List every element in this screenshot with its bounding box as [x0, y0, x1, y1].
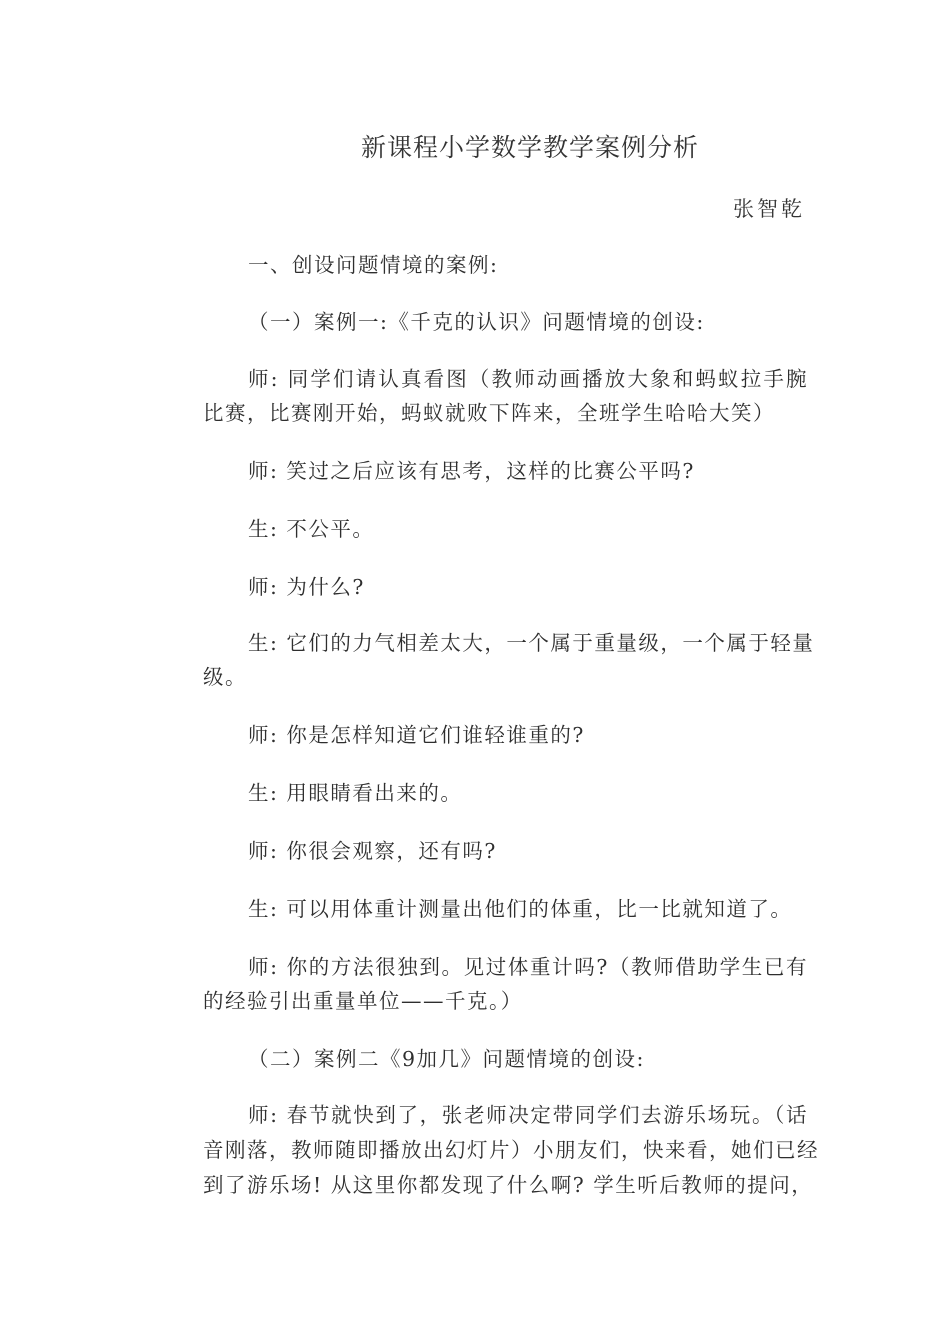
paragraph-line: 生: 它们的力气相差太大，一个属于重量级，一个属于轻量 — [248, 631, 815, 655]
paragraph-line: 师: 你的方法很独到。见过体重计吗?（教师借助学生已有 — [248, 955, 808, 979]
paragraph-line: 师: 同学们请认真看图（教师动画播放大象和蚂蚁拉手腕 — [248, 367, 808, 391]
paragraph-line: 师: 春节就快到了，张老师决定带同学们去游乐场玩。（话 — [248, 1103, 808, 1127]
paragraph-line: 的经验引出重量单位——千克。） — [203, 989, 523, 1013]
paragraph-line: 师: 你很会观察，还有吗? — [248, 839, 497, 863]
paragraph-line: 师: 你是怎样知道它们谁轻谁重的? — [248, 723, 585, 747]
paragraph-line: 师: 笑过之后应该有思考，这样的比赛公平吗? — [248, 459, 695, 483]
document-title: 新课程小学数学教学案例分析 — [360, 133, 699, 162]
paragraph-line: 音刚落，教师随即播放出幻灯片）小朋友们，快来看，她们已经 — [203, 1138, 819, 1162]
author-name: 张智乾 — [733, 197, 805, 221]
case-heading: （二）案例二《9加几》问题情境的创设: — [248, 1047, 645, 1071]
paragraph-line: 比赛，比赛刚开始，蚂蚁就败下阵来，全班学生哈哈大笑） — [203, 401, 775, 425]
paragraph-line: 师: 为什么? — [248, 575, 365, 599]
paragraph-line: 生: 用眼睛看出来的。 — [248, 781, 463, 805]
paragraph-line: 级。 — [203, 665, 247, 689]
section-heading: 一、创设问题情境的案例: — [248, 253, 499, 277]
paragraph-line: 生: 不公平。 — [248, 517, 375, 541]
paragraph-line: 生: 可以用体重计测量出他们的体重，比一比就知道了。 — [248, 897, 793, 921]
paragraph-line: 到了游乐场! 从这里你都发现了什么啊? 学生听后教师的提问， — [203, 1173, 814, 1197]
case-heading: （一）案例一:《千克的认识》问题情境的创设: — [248, 310, 705, 334]
